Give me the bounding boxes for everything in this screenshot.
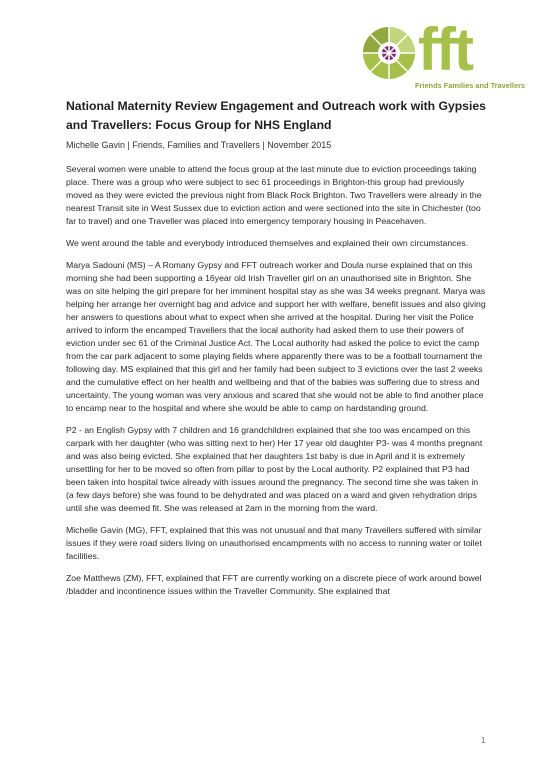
paragraph: Michelle Gavin (MG), FFT, explained that this was not unusual and that many Travellers suffered with similar issues if they were road siders living on unauthorised encampments with no access to running water or toilet facilities.: [66, 525, 482, 561]
paragraph: Marya Sadouni (MS) – A Romany Gypsy and FFT outreach worker and Doula nurse explained that on this morning she had been supporting a 16year old Irish Traveller girl on an unauthorised site in Brighton. She was on site helping the girl prepare for her imminent hospital stay as she was 34 weeks pregnant. Marya was helping her arrange her overnight bag and advice and support her with welfare, benefit issues and also giving her answers to questions about what to expect when she arrived at the hospital. During her visit the Police arrived to inform the encamped Travellers that the local authority had asked them to use their powers of eviction under sec 61 of the Criminal Justice Act. The Local authority had asked the police to evict the camp from the car park adjacent to some playing fields where apparently there was to be a football tournament the following day. MS explained that this girl and her family had been subject to 3 evictions over the last 2 weeks and the cumulative effect on her health and wellbeing and that of the babies was suffering due to stress and uncertainty. The young woman was very anxious and scared that she would not be able to find another place to encamp near to the hospital and where she would be able to camp on hardstanding ground.: [66, 260, 486, 413]
document-byline: Michelle Gavin | Friends, Families and Travellers | November 2015: [66, 140, 332, 150]
fft-logo: [360, 16, 526, 96]
paragraph: Several women were unable to attend the focus group at the last minute due to eviction proceedings taking place. There was a group who were subject to sec 61 proceedings in Brighton-this group had previously moved as they were evicted the previous night from Black Rock Brighton. Two Travellers were already in the nearest Transit site in West Sussex due to eviction action and were sectioned into the site in Chichester (too far to travel) and one Traveller was placed into emergency temporary housing in Peacehaven.: [66, 164, 482, 226]
paragraph: We went around the table and everybody introduced themselves and explained their own circumstances.: [66, 238, 469, 248]
logo-wordmark: fft: [418, 16, 472, 83]
paragraph: P2 - an English Gypsy with 7 children and 16 grandchildren explained that she too was encamped on this carpark with her daughter (who was sitting next to her) Her 17 year old daughter P3- was 4 months pregnant and was also being evicted. She explained that her daughters 1st baby is due in April and it is extremely unsettling for her to be moved so often from pillar to post by the Local authority. P2 explained that P3 had been taken into hospital twice already with issues around the pregnancy. The second time she was taken in (a few days before) she was found to be dehydrated and was placed on a ward and given rehydration drips until she was deemed fit. She was released at 2am in the morning from the ward.: [66, 425, 483, 513]
fft-logo-mark-icon: [360, 24, 418, 82]
document-title: National Maternity Review Engagement and Outreach work with Gypsies and Travellers: Focus Group for NHS England: [66, 99, 486, 132]
document-body: [66, 163, 486, 607]
logo-tagline: Friends Families and Travellers: [415, 81, 526, 90]
paragraph: Zoe Matthews (ZM), FFT, explained that FFT are currently working on a discrete piece of work around bowel /bladder and incontinence issues within the Traveller Community. She explained that: [66, 573, 482, 596]
page-number: 1: [481, 736, 486, 745]
